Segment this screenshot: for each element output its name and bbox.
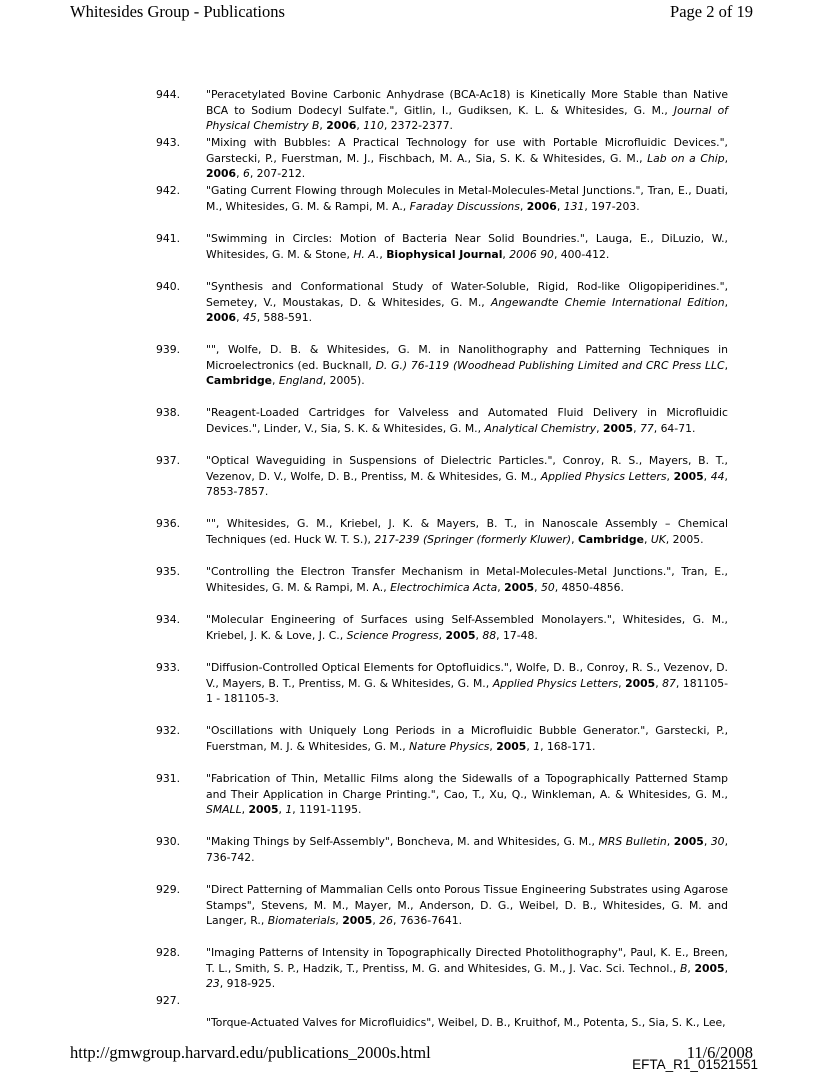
citation-text-part: "", Wolfe, D. B. & Whitesides, G. M. in Nanolithography and Patterning Techniques in Microelectronics (ed. Bucknall,	[206, 343, 728, 372]
entry-number: 938.	[156, 406, 181, 419]
entry-number: 939.	[156, 343, 181, 356]
citation-text-part: ,	[534, 580, 542, 594]
citation-bold-part: 2006	[206, 167, 237, 181]
citation-text-part: "Controlling the Electron Transfer Mechanism in Metal-Molecules-Metal Junctions.", Tran, E., Whitesides, G. M. & Rampi, M. A.,	[206, 565, 728, 594]
bates-number: EFTA_R1_01521551	[632, 1057, 758, 1072]
citation-bold-part: 2006	[206, 311, 237, 325]
citation-text-part: ,	[236, 167, 243, 181]
citation-italic-part: B	[679, 961, 688, 975]
citation-text-part: ,	[556, 199, 564, 213]
citation-text-part: , 2372-2377.	[383, 119, 453, 133]
entry-citation	[206, 279, 728, 326]
citation-italic-part: 44	[710, 469, 725, 483]
entry-number: 932.	[156, 724, 181, 737]
footer-url: http://gmwgroup.harvard.edu/publications_2000s.html	[70, 1043, 431, 1062]
citation-bold-part: 2006	[526, 199, 557, 213]
citation-italic-part: MRS Bulletin	[598, 835, 667, 848]
citation-text-part: ,	[633, 421, 640, 435]
citation-text-part: ,	[526, 739, 534, 753]
citation-italic-part: 131	[563, 199, 585, 213]
page-number: Page 2 of 19	[670, 2, 753, 21]
entry-number: 941.	[156, 232, 181, 245]
citation-italic-part: Science Progress	[346, 628, 439, 642]
citation-bold-part: 2005	[504, 580, 535, 594]
citation-text-part: ,	[643, 532, 651, 546]
entry-citation	[206, 342, 728, 389]
citation-text-part: , 17-48.	[496, 628, 538, 642]
citation-text-part: ,	[655, 676, 663, 690]
citation-bold-part: 2005	[248, 803, 279, 817]
citation-bold-part: Cambridge	[206, 374, 272, 388]
entry-number: 929.	[156, 883, 181, 896]
citation-text-part: ,	[724, 295, 728, 309]
citation-text-part: , 197-203.	[584, 199, 640, 213]
entry-citation	[206, 405, 728, 436]
citation-text-part: , 7853-7857.	[206, 469, 728, 499]
citation-text-part: , 4850-4856.	[554, 580, 624, 594]
entry-number: 940.	[156, 280, 181, 293]
citation-text-part: ,	[272, 374, 279, 388]
citation-text-part: "Reagent-Loaded Cartridges for Valveless and Automated Fluid Delivery in Microfluidic Devices.", Linder, V., Sia, S. K. & Whitesides, G. M.,	[206, 406, 728, 435]
citation-italic-part: 23	[206, 977, 220, 991]
citation-text-part: "Oscillations with Uniquely Long Periods in a Microfluidic Bubble Generator.", Garstecki, P., Fuerstman, M. J. & Whitesides, G. M.,	[206, 724, 728, 753]
citation-text-part: ,	[356, 119, 364, 133]
citation-text-part: ,	[596, 421, 604, 435]
citation-italic-part: 45	[242, 311, 257, 325]
entry-number: 944.	[156, 88, 181, 101]
citation-text-part: ,	[502, 247, 510, 261]
citation-text-part: , 2005).	[322, 374, 365, 388]
citation-text-part: "Making Things by Self-Assembly", Boncheva, M. and Whitesides, G. M.,	[206, 835, 599, 848]
citation-italic-part: 87	[662, 676, 676, 690]
citation-bold-part: 2006	[326, 119, 357, 133]
citation-text-part: ,	[571, 532, 578, 546]
citation-text-part: "Peracetylated Bovine Carbonic Anhydrase (BCA-Ac18) is Kinetically More Stable than Native BCA to Sodium Dodecyl Sulfate.", Gitlin, I., Gudiksen, K. L. & Whitesides, G. M.,	[206, 88, 728, 117]
citation-italic-part: 26	[379, 914, 393, 928]
citation-italic-part: England	[278, 374, 323, 388]
entry-citation	[206, 231, 728, 262]
citation-text-part: "", Whitesides, G. M., Kriebel, J. K. & Mayers, B. T., in Nanoscale Assembly – Chemical Techniques (ed. Huck W. T. S.),	[206, 517, 728, 546]
citation-text-part: ,	[703, 469, 711, 483]
citation-italic-part: Applied Physics Letters	[540, 469, 667, 483]
entry-citation	[206, 945, 728, 992]
entry-citation	[206, 516, 728, 547]
citation-italic-part: Electrochimica Acta	[390, 580, 498, 594]
entry-citation	[206, 834, 728, 865]
citation-italic-part: Analytical Chemistry	[484, 421, 597, 435]
entry-number: 935.	[156, 565, 181, 578]
citation-text-part: ,	[724, 151, 728, 165]
citation-bold-part: 2005	[342, 914, 373, 928]
citation-text-part: ,	[666, 835, 674, 848]
citation-italic-part: 6	[242, 167, 250, 181]
citation-text-part: ,	[703, 835, 711, 848]
citation-bold-part: Cambridge	[577, 532, 644, 546]
citation-italic-part: Lab on a Chip	[647, 151, 725, 165]
citation-italic-part: Biomaterials	[267, 914, 336, 928]
citation-bold-part: 2005	[625, 676, 656, 690]
citation-text-part: "Swimming in Circles: Motion of Bacteria Near Solid Boundries.", Lauga, E., DiLuzio, W., Whitesides, G. M. & Stone,	[206, 232, 728, 261]
citation-bold-part: 2005	[496, 739, 527, 753]
entry-number: 934.	[156, 613, 181, 626]
citation-text-part: ,	[475, 628, 483, 642]
citation-text-part: ,	[724, 961, 728, 975]
citation-text-part: ,	[687, 961, 695, 975]
entry-citation	[206, 1015, 736, 1031]
entry-citation	[206, 771, 728, 818]
citation-text-part: , 2005.	[665, 532, 704, 546]
citation-text-part: ,	[497, 580, 505, 594]
citation-text-part: "Imaging Patterns of Intensity in Topographically Directed Photolithography", Paul, K. E., Breen, T. L., Smith, S. P., Hadzik, T., Prentiss, M. G. and Whitesides, G. M., J. Vac. Sci. Technol.,	[206, 946, 728, 975]
citation-text-part: ,	[236, 311, 243, 325]
citation-text-part: "Mixing with Bubbles: A Practical Technology for use with Portable Microfluidic Devices.", Garstecki, P., Fuerstman, M. J., Fischbach, M. A., Sia, S. K. & Whitesides, G. M.,	[206, 136, 728, 165]
footer-date: 11/6/2008	[686, 1043, 753, 1062]
citation-italic-part: UK	[650, 532, 666, 546]
entry-citation	[206, 660, 728, 707]
citation-text-part: "Diffusion-Controlled Optical Elements for Optofluidics.", Wolfe, D. B., Conroy, R. S., Vezenov, D. V., Mayers, B. T., Prentiss, M. G. & Whitesides, G. M.,	[206, 661, 728, 690]
citation-italic-part: 1	[533, 739, 541, 753]
citation-text-part: "Optical Waveguiding in Suspensions of Dielectric Particles.", Conroy, R. S., Mayers, B. T., Vezenov, D. V., Wolfe, D. B., Prentiss, M. & Whitesides, G. M.,	[206, 454, 728, 483]
citation-text-part: "Fabrication of Thin, Metallic Films along the Sidewalls of a Topographically Patterned Stamp and Their Application in Charge Printing.", Cao, T., Xu, Q., Winkleman, A. & Whitesides, G. M.,	[206, 772, 728, 801]
citation-text-part: ,	[724, 358, 728, 372]
citation-italic-part: SMALL	[206, 803, 242, 817]
citation-italic-part: 30	[710, 835, 725, 848]
entry-citation	[206, 87, 728, 134]
citation-text-part: , 918-925.	[219, 977, 276, 991]
citation-bold-part: 2005	[603, 421, 634, 435]
citation-text-part: , 1191-1195.	[292, 803, 362, 817]
citation-text-part: , 588-591.	[256, 311, 313, 325]
citation-italic-part: Angewandte Chemie International Edition	[490, 295, 725, 309]
citation-text-part: "Direct Patterning of Mammalian Cells onto Porous Tissue Engineering Substrates using Agarose Stamps", Stevens, M. M., Mayer, M., Anderson, D. G., Weibel, D. B., Whitesides, G. M. and Langer, R.,	[206, 883, 728, 928]
citation-bold-part: 2005	[673, 835, 704, 848]
citation-text-part: ,	[489, 739, 497, 753]
citation-italic-part: Applied Physics Letters	[492, 676, 619, 690]
citation-bold-part: 2005	[673, 469, 704, 483]
entry-citation	[206, 183, 728, 214]
citation-italic-part: H. A.	[353, 247, 380, 261]
entry-number: 930.	[156, 835, 181, 848]
citation-text-part: "Torque-Actuated Valves for Microfluidics", Weibel, D. B., Kruithof, M., Potenta, S., Sia, S. K., Lee,	[206, 1016, 726, 1029]
citation-italic-part: D. G.) 76-119 (Woodhead Publishing Limited and CRC Press LLC	[375, 358, 725, 372]
citation-italic-part: 110	[363, 119, 384, 133]
citation-text-part: ,	[278, 803, 286, 817]
citation-bold-part: Biophysical Journal	[386, 247, 503, 261]
citation-italic-part: 77	[639, 421, 654, 435]
entry-number: 943.	[156, 136, 181, 149]
citation-text-part: "Molecular Engineering of Surfaces using Self-Assembled Monolayers.", Whitesides, G. M., Kriebel, J. K. & Love, J. C.,	[206, 613, 728, 642]
entry-citation	[206, 612, 728, 643]
citation-text-part: , 400-412.	[553, 247, 610, 261]
citation-italic-part: Journal of Physical Chemistry B	[206, 103, 728, 133]
citation-italic-part: 2006 90	[509, 247, 554, 261]
citation-text-part: ,	[379, 247, 387, 261]
citation-italic-part: Faraday Discussions	[409, 199, 520, 213]
entry-citation	[206, 453, 728, 500]
entry-citation	[206, 564, 728, 595]
citation-italic-part: 217-239 (Springer (formerly Kluwer)	[374, 532, 572, 546]
citation-text-part: , 736-742.	[206, 835, 728, 864]
entry-citation	[206, 882, 728, 929]
citation-italic-part: 1	[285, 803, 293, 817]
entry-number: 937.	[156, 454, 181, 467]
citation-text-part: ,	[666, 469, 674, 483]
citation-text-part: , 168-171.	[540, 739, 596, 753]
citation-text-part: ,	[372, 914, 380, 928]
citation-text-part: ,	[618, 676, 626, 690]
citation-text-part: ,	[319, 119, 327, 133]
citation-italic-part: 50	[541, 580, 555, 594]
citation-bold-part: 2005	[694, 961, 725, 975]
entry-number: 928.	[156, 946, 181, 959]
entry-number: 927.	[156, 994, 181, 1007]
citation-text-part: ,	[438, 628, 446, 642]
citation-text-part: ,	[335, 914, 343, 928]
entry-number: 942.	[156, 184, 181, 197]
citation-italic-part: Nature Physics	[409, 739, 490, 753]
citation-text-part: "Gating Current Flowing through Molecules in Metal-Molecules-Metal Junctions.", Tran, E., Duati, M., Whitesides, G. M. & Rampi, M. A.,	[206, 184, 728, 213]
entry-citation	[206, 135, 728, 182]
citation-text-part: ,	[519, 199, 527, 213]
citation-text-part: , 64-71.	[653, 421, 696, 435]
entry-citation	[206, 723, 728, 754]
entry-number: 931.	[156, 772, 181, 785]
citation-text-part: , 207-212.	[249, 167, 306, 181]
entry-number: 936.	[156, 517, 181, 530]
page-header-title: Whitesides Group - Publications	[70, 2, 285, 21]
citation-text-part: ,	[241, 803, 249, 817]
citation-text-part: , 7636-7641.	[392, 914, 463, 928]
citation-text-part: , 181105-1 - 181105-3.	[206, 676, 729, 706]
citation-text-part: "Synthesis and Conformational Study of Water-Soluble, Rigid, Rod-like Oligopiperidines.", Semetey, V., Moustakas, D. & Whitesides, G. M.,	[206, 280, 728, 309]
citation-bold-part: 2005	[445, 628, 476, 642]
entry-number: 933.	[156, 661, 181, 674]
citation-italic-part: 88	[482, 628, 497, 642]
